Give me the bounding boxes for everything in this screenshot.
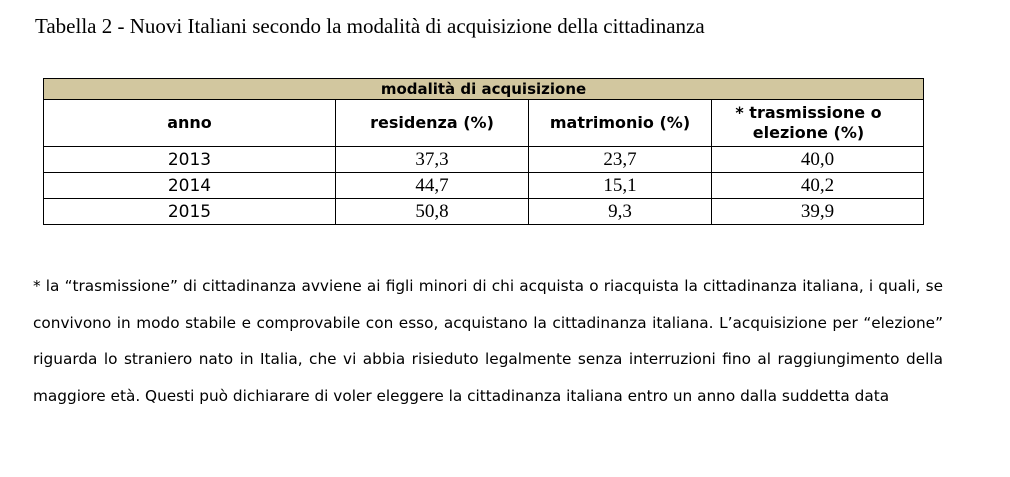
cell-year: 2014 bbox=[44, 173, 336, 199]
table-row bbox=[44, 173, 924, 199]
group-header-row bbox=[44, 79, 924, 100]
table-title: Tabella 2 - Nuovi Italiani secondo la modalità di acquisizione della cittadinanza bbox=[35, 14, 705, 38]
cell-matrimonio: 9,3 bbox=[529, 199, 712, 225]
cell-trasmissione: 39,9 bbox=[712, 199, 924, 225]
cell-year: 2013 bbox=[44, 147, 336, 173]
cell-residenza: 37,3 bbox=[336, 147, 529, 173]
cell-trasmissione: 40,2 bbox=[712, 173, 924, 199]
table-row bbox=[44, 199, 924, 225]
cell-matrimonio: 15,1 bbox=[529, 173, 712, 199]
cell-matrimonio: 23,7 bbox=[529, 147, 712, 173]
cell-residenza: 50,8 bbox=[336, 199, 529, 225]
column-header-trasmissione: * trasmissione o elezione (%) bbox=[712, 100, 924, 147]
cell-trasmissione: 40,0 bbox=[712, 147, 924, 173]
column-header-anno: anno bbox=[44, 100, 336, 147]
column-header-matrimonio: matrimonio (%) bbox=[529, 100, 712, 147]
table-row bbox=[44, 147, 924, 173]
footnote: * la “trasmissione” di cittadinanza avviene ai figli minori di chi acquista o riacquista la cittadinanza italiana, i quali, se convivono in modo stabile e comprovabile con esso, acquistano la cittadinanza italiana. L’acquisizione per “elezione” riguarda lo straniero nato in Italia, che vi abbia risieduto legalmente senza interruzioni fino al raggiungimento della maggiore età. Questi può dichiarare di voler eleggere la cittadinanza italiana entro un anno dalla suddetta data bbox=[33, 277, 943, 405]
cell-year: 2015 bbox=[44, 199, 336, 225]
citizenship-table bbox=[43, 78, 924, 225]
group-header: modalità di acquisizione bbox=[44, 79, 924, 100]
column-header-row bbox=[44, 100, 924, 147]
column-header-residenza: residenza (%) bbox=[336, 100, 529, 147]
cell-residenza: 44,7 bbox=[336, 173, 529, 199]
